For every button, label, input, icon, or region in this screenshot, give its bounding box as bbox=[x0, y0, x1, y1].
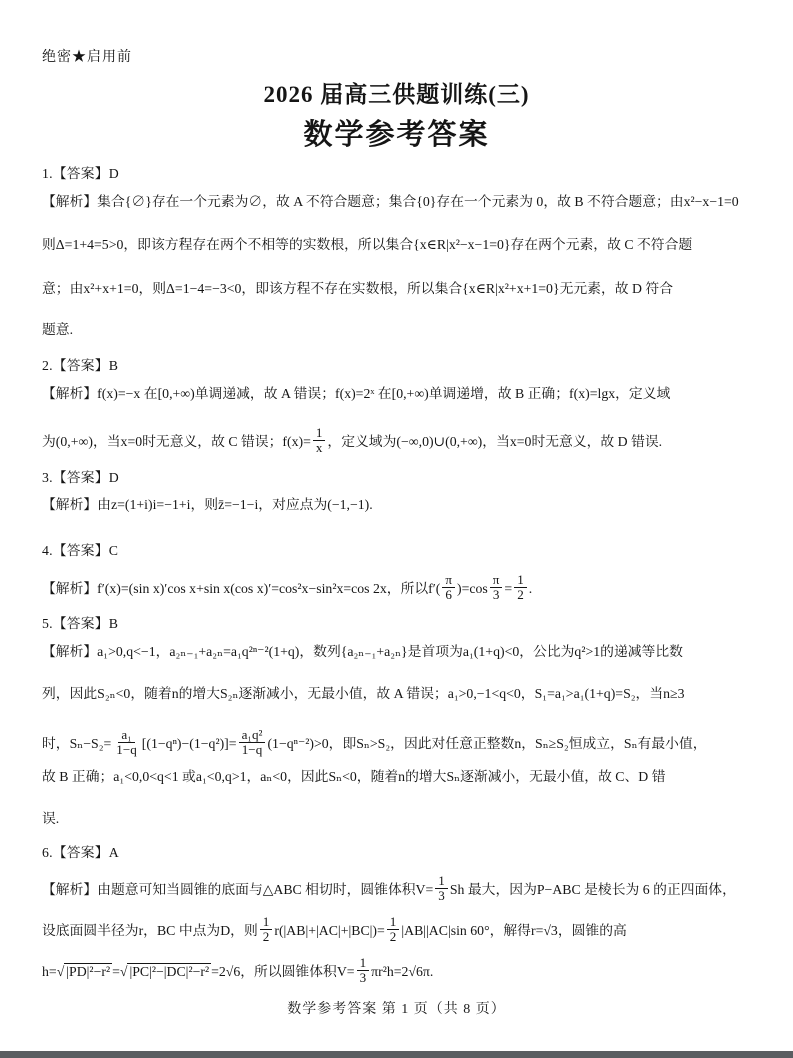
q4-solution-line: 【解析】f′(x)=(sin x)′cos x+sin x(cos x)′=cos²x−sin²x=cos 2x，所以f′( $\frac{\pi}{6}$ )=cos $\frac{\pi}{3}$ = $\frac{1}{2}$ . bbox=[42, 572, 533, 603]
q5-solution-line: 故 B 正确；a₁<0,0<q<1 或a₁<0,q>1，aₙ<0，因此Sₙ<0，随着n的增大Sₙ逐渐减小，无最小值，故 C、D 错 bbox=[42, 769, 666, 784]
q6-solution-line: 设底面圆半径为r，BC 中点为D，则 $\frac{1}{2}$ r(|AB|+|AC|+|BC|)= $\frac{1}{2}$ |AB||AC|sin 60°，解得r=√3，圆锥的高 bbox=[42, 914, 627, 945]
q6-solution-line: 【解析】由题意可知当圆锥的底面与△ABC 相切时，圆锥体积V= $\frac{1}{3}$ Sh 最大，因为P−ABC 是棱长为 6 的正四面体， bbox=[42, 873, 736, 904]
q6-answer: 6.【答案】A bbox=[42, 845, 119, 860]
q3-solution-line: 【解析】由z=(1+i)i=−1+i，则z̄=−1−i，对应点为(−1,−1). bbox=[42, 497, 373, 512]
q2-solution-line: 为(0,+∞)，当x=0时无意义，故 C 错误；f(x)= $\frac{1}{x}$ ，定义域为(−∞,0)∪(0,+∞)，当x=0时无意义，故 D 错误. bbox=[42, 425, 663, 456]
classified-label: 绝密★启用前 bbox=[42, 50, 132, 65]
q4-answer: 4.【答案】C bbox=[42, 543, 119, 558]
q1-solution-line: 则Δ=1+4=5>0，即该方程存在两个不相等的实数根，所以集合{x∈R|x²−x−1=0}存在两个元素，故 C 不符合题 bbox=[42, 237, 693, 252]
page-footer: 数学参考答案 第 1 页（共 8 页） bbox=[287, 1002, 506, 1017]
q1-solution-line: 【解析】集合{∅}存在一个元素为∅，故 A 不符合题意；集合{0}存在一个元素为 0，故 B 不符合题意；由x²−x−1=0 bbox=[42, 194, 739, 209]
q1-answer: 1.【答案】D bbox=[42, 166, 119, 181]
q5-solution-line: 【解析】a₁>0,q<−1，a₂ₙ₋₁+a₂ₙ=a₁q²ⁿ⁻²(1+q)，数列{a₂ₙ₋₁+a₂ₙ}是首项为a₁(1+q)<0，公比为q²>1的递减等比数 bbox=[42, 644, 683, 659]
q1-solution-line: 意；由x²+x+1=0，则Δ=1−4=−3<0，即该方程不存在实数根，所以集合{x∈R|x²+x+1=0}无元素，故 D 符合 bbox=[42, 281, 674, 296]
q6-solution-line: h=√ |PD|²−r² =√ |PC|²−|DC|²−r² =2√6，所以圆锥体积V= $\frac{1}{3}$ πr²h=2√6π. bbox=[42, 955, 434, 986]
bottom-divider-bar bbox=[0, 1051, 793, 1058]
q5-solution-line: 时，Sₙ−S₂= $\frac{\text{a₁}}{1-q}$ [(1−qⁿ)−(1−q²)]= $\frac{\text{a₁q²}}{1-q}$ (1−qⁿ⁻²)>0，即Sₙ>S₂，因此对任意正整数n，Sₙ≥S₂恒成立，Sₙ有最小值， bbox=[42, 727, 707, 758]
page-title: 数学参考答案 bbox=[303, 119, 490, 151]
q5-answer: 5.【答案】B bbox=[42, 616, 119, 631]
q5-solution-line: 列，因此S₂ₙ<0，随着n的增大S₂ₙ逐渐减小，无最小值，故 A 错误；a₁>0,−1<q<0，S₁=a₁>a₁(1+q)=S₂，当n≥3 bbox=[42, 686, 685, 701]
q5-solution-line: 误. bbox=[42, 811, 60, 826]
q2-solution-line: 【解析】f(x)=−x 在[0,+∞)单调递减，故 A 错误；f(x)=2ˣ 在[0,+∞)单调递增，故 B 正确；f(x)=lgx，定义域 bbox=[42, 386, 671, 401]
q1-solution-line: 题意. bbox=[42, 322, 74, 337]
exam-title: 2026 届高三供题训练(三) bbox=[263, 82, 530, 107]
q2-answer: 2.【答案】B bbox=[42, 358, 119, 373]
q3-answer: 3.【答案】D bbox=[42, 470, 119, 485]
